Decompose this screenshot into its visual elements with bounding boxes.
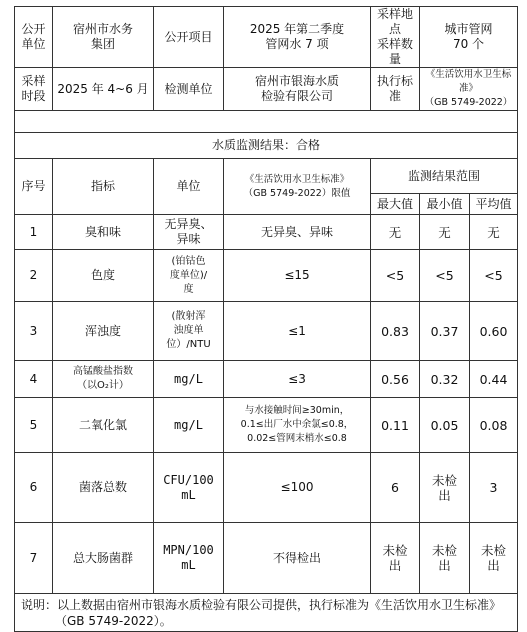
sampling-period-value: 2025 年 4~6 月 <box>53 68 154 111</box>
row-index: 4 <box>15 361 53 398</box>
row-avg: 0.44 <box>470 361 518 398</box>
row-indicator: 总大肠菌群 <box>53 523 154 594</box>
table-row <box>15 398 518 453</box>
row-avg: 0.60 <box>470 302 518 361</box>
row-indicator: 菌落总数 <box>53 453 154 523</box>
disclosure-item-value: 2025 年第二季度 管网水 7 项 <box>224 7 371 68</box>
testing-unit-label: 检测单位 <box>154 68 224 111</box>
testing-unit-value: 宿州市银海水质 检验有限公司 <box>224 68 371 111</box>
standard-value: 《生活饮用水卫生标准》 （GB 5749-2022） <box>420 68 518 111</box>
row-unit: MPN/100 mL <box>154 523 224 594</box>
row-min: <5 <box>420 250 470 302</box>
row-unit: mg/L <box>154 361 224 398</box>
row-avg: 0.08 <box>470 398 518 453</box>
row-max: 0.83 <box>371 302 420 361</box>
row-avg: <5 <box>470 250 518 302</box>
row-limit: 与水接触时间≥30min， 0.1≤出厂水中余氯≤0.8， 0.02≤管网末梢水≤0.8 <box>224 398 371 453</box>
col-header-min: 最小值 <box>420 194 470 215</box>
row-indicator: 浑浊度 <box>53 302 154 361</box>
table-row <box>15 215 518 250</box>
row-avg: 无 <box>470 215 518 250</box>
table-row <box>15 453 518 523</box>
row-limit: ≤3 <box>224 361 371 398</box>
row-index: 7 <box>15 523 53 594</box>
row-max: 0.56 <box>371 361 420 398</box>
row-max: 0.11 <box>371 398 420 453</box>
col-header-avg: 平均值 <box>470 194 518 215</box>
row-min: 0.05 <box>420 398 470 453</box>
row-max: 无 <box>371 215 420 250</box>
row-indicator: 色度 <box>53 250 154 302</box>
row-unit: (铂钴色 度单位)/ 度 <box>154 250 224 302</box>
table-row <box>15 361 518 398</box>
disclosure-unit-label: 公开 单位 <box>15 7 53 68</box>
row-indicator: 臭和味 <box>53 215 154 250</box>
row-max: 6 <box>371 453 420 523</box>
row-min: 未检 出 <box>420 523 470 594</box>
row-index: 2 <box>15 250 53 302</box>
sampling-points-label: 采样地点 采样数量 <box>371 7 420 68</box>
row-min: 0.32 <box>420 361 470 398</box>
row-max: 未检 出 <box>371 523 420 594</box>
col-header-indicator: 指标 <box>53 159 154 215</box>
col-header-max: 最大值 <box>371 194 420 215</box>
row-index: 3 <box>15 302 53 361</box>
col-header-unit: 单位 <box>154 159 224 215</box>
row-indicator: 二氧化氯 <box>53 398 154 453</box>
row-unit: CFU/100 mL <box>154 453 224 523</box>
result-title: 水质监测结果：合格 <box>15 133 518 159</box>
water-quality-table <box>14 6 518 632</box>
row-limit: ≤15 <box>224 250 371 302</box>
row-min: 未检 出 <box>420 453 470 523</box>
row-index: 5 <box>15 398 53 453</box>
row-limit: ≤1 <box>224 302 371 361</box>
row-unit: mg/L <box>154 398 224 453</box>
table-row <box>15 302 518 361</box>
footnote: 说明：以上数据由宿州市银海水质检验有限公司提供，执行标准为《生活饮用水卫生标准》 （GB 5749-2022）。 <box>15 594 518 632</box>
table-row <box>15 523 518 594</box>
row-min: 0.37 <box>420 302 470 361</box>
row-unit: 无异臭、 异味 <box>154 215 224 250</box>
row-avg: 未检 出 <box>470 523 518 594</box>
row-limit: 无异臭、异味 <box>224 215 371 250</box>
row-index: 1 <box>15 215 53 250</box>
row-index: 6 <box>15 453 53 523</box>
row-limit: ≤100 <box>224 453 371 523</box>
col-header-limit: 《生活饮用水卫生标准》 （GB 5749-2022）限值 <box>224 159 371 215</box>
sampling-period-label: 采样 时段 <box>15 68 53 111</box>
col-header-index: 序号 <box>15 159 53 215</box>
row-limit: 不得检出 <box>224 523 371 594</box>
table-row <box>15 250 518 302</box>
row-avg: 3 <box>470 453 518 523</box>
disclosure-unit-value: 宿州市水务 集团 <box>53 7 154 68</box>
spacer-row <box>15 111 518 133</box>
disclosure-item-label: 公开项目 <box>154 7 224 68</box>
sampling-points-value: 城市管网 70 个 <box>420 7 518 68</box>
row-indicator: 高锰酸盐指数 （以O₂计） <box>53 361 154 398</box>
standard-label: 执行标准 <box>371 68 420 111</box>
col-header-range: 监测结果范围 <box>371 159 518 194</box>
row-min: 无 <box>420 215 470 250</box>
row-unit: (散射浑 浊度单 位）/NTU <box>154 302 224 361</box>
row-max: <5 <box>371 250 420 302</box>
